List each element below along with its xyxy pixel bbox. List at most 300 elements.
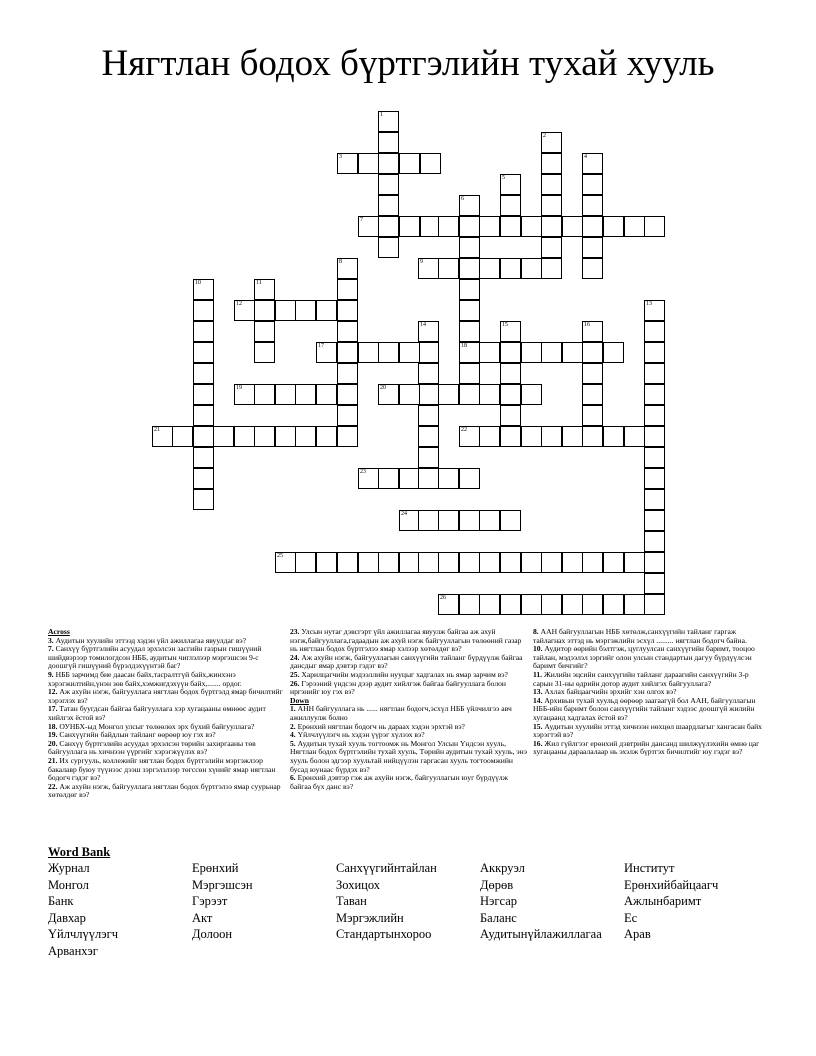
clue-text: Татан буугдсан байгаа байгууллага хэр хугацааны өмнөөс аудит хийлгэх ёстой вэ? [48,704,266,722]
word-bank-word: Институт [624,861,675,875]
crossword-cell[interactable] [479,258,500,279]
word-bank-word: Аудитынүйлажиллагаа [480,927,602,942]
word-bank-word: Арав [624,927,651,942]
crossword-cell[interactable] [234,426,255,447]
clue-number-label: 9. [48,669,54,679]
crossword-cell[interactable] [337,153,358,174]
crossword-cell[interactable] [234,384,255,405]
clue-number-label: 1. [290,704,296,714]
crossword-cell[interactable] [438,216,459,237]
crossword-cell[interactable] [378,216,399,237]
clue-text: Аудитын хуулийн эттээд хэдэн үйл ажиллагаа явуулдаг вэ? [53,635,247,645]
crossword-cell[interactable] [213,426,234,447]
crossword-cell[interactable] [582,405,603,426]
clue-item [48,671,288,688]
crossword-cell[interactable] [418,447,439,468]
clue-item [48,783,288,800]
crossword-cell[interactable] [420,153,441,174]
clue-number-label: 7. [48,644,54,654]
clue-text: Үйлчлүүлэгч нь хэдэн үүрэг хүлээх вэ? [295,730,425,740]
crossword-cell[interactable] [295,426,316,447]
crossword-cell[interactable] [399,216,420,237]
crossword-cell[interactable] [378,174,399,195]
crossword-cell[interactable] [358,552,379,573]
clue-number-label: 8. [533,627,539,636]
crossword-cell[interactable] [378,237,399,258]
clue-number: 7 [360,217,363,223]
clue-number: 9 [420,259,423,265]
crossword-cell[interactable] [562,216,583,237]
crossword-cell[interactable] [254,321,275,342]
clue-text: Их сургууль, коллежийг нягтлан бодох бүртгэлийн мэргэжлээр бакалавр буюу түүнээс дээш зэргэлзлээр төгссөн хүнийг ямар нягтлан бодогч гэдэг вэ? [48,755,276,783]
clue-number-label: 15. [533,721,543,731]
crossword-cell[interactable] [358,153,379,174]
clue-text: Аудитын хуулийн эттэд хичнээн нөхцөл шаардлагыг хангасан байх хэрэгтэй вэ? [533,721,762,740]
crossword-cell[interactable] [254,342,275,363]
crossword-cell[interactable] [521,594,542,615]
crossword-cell[interactable] [418,258,439,279]
clue-text: ААН байгууллагын НББ хөтөлж,санхүүгийн тайланг гаргаж тайлагнах эттэд нь мэргэжлийн эсхүл ......... нягтлан бодогч байна. [533,627,747,645]
crossword-cell[interactable] [459,258,480,279]
crossword-cell[interactable] [521,426,542,447]
clue-number-label: 5. [290,738,296,748]
crossword-cell[interactable] [459,279,480,300]
crossword-cell[interactable] [644,216,665,237]
word-bank-word: Ес [624,910,638,925]
crossword-cell[interactable] [479,216,500,237]
crossword-cell[interactable] [234,300,255,321]
crossword-cell[interactable] [358,468,379,489]
clue-number-label: 10. [533,644,543,654]
crossword-cell[interactable] [644,321,665,342]
across-heading: Across [48,627,70,636]
clue-item [533,628,768,645]
clue-number: 26 [440,595,446,601]
crossword-cell[interactable] [500,552,521,573]
clue-number-label: 21. [48,755,58,765]
word-bank-word: Стандартынхороо [336,927,432,942]
crossword-cell[interactable] [603,594,624,615]
clue-text: Архивын тухай хуульд өөрөөр заагаагүй бол ААН, байгууллагын НББ-ийн баримт болон санхүүгийн тайланг хэдээс доошгүй жилийн хугацаанд хадгалах ёстой вэ? [533,695,756,722]
word-bank-word: Акт [192,910,213,925]
word-bank-word: Ажлынбаримт [624,894,702,909]
crossword-cell[interactable] [521,342,542,363]
word-bank-word: Үйлчлүүлэгч [48,927,118,942]
crossword-cell[interactable] [337,342,358,363]
crossword-cell[interactable] [459,468,480,489]
crossword-cell[interactable] [418,342,439,363]
crossword-cell[interactable] [644,510,665,531]
crossword-cell[interactable] [644,342,665,363]
crossword-cell[interactable] [438,510,459,531]
clue-number-label: 22. [48,781,58,791]
crossword-cell[interactable] [459,594,480,615]
crossword-cell[interactable] [378,195,399,216]
clue-number: 16 [584,322,590,328]
crossword-cell[interactable] [337,552,358,573]
crossword-cell[interactable] [193,405,214,426]
crossword-cell[interactable] [541,594,562,615]
crossword-cell[interactable] [644,405,665,426]
crossword-cell[interactable] [418,384,439,405]
crossword-cell[interactable] [541,552,562,573]
clue-item [48,688,288,705]
clue-item [290,774,530,791]
crossword-cell[interactable] [438,594,459,615]
crossword-cell[interactable] [172,426,193,447]
word-bank-word: Ерөнхий [192,861,239,875]
crossword-cell[interactable] [479,510,500,531]
crossword-cell[interactable] [275,384,296,405]
crossword-cell[interactable] [500,405,521,426]
clue-number-label: 14. [533,695,543,705]
clue-number: 20 [380,385,386,391]
crossword-cell[interactable] [418,426,439,447]
clue-number: 17 [318,343,324,349]
crossword-cell[interactable] [644,573,665,594]
crossword-cell[interactable] [459,216,480,237]
crossword-cell[interactable] [582,552,603,573]
clue-number-label: 17. [48,704,58,714]
crossword-cell[interactable] [337,405,358,426]
word-bank-word: Нэгсар [480,894,518,909]
clue-number-label: 24. [290,652,300,662]
crossword-cell[interactable] [582,258,603,279]
crossword-cell[interactable] [459,552,480,573]
crossword-cell[interactable] [541,426,562,447]
clue-number: 22 [461,427,467,433]
clue-number: 21 [154,427,160,433]
clue-text: Аж ахуйн нэгж, байгууллагын санхүүгийн тайланг бүрдүүлж байгаа дансдыг ямар дэвтэр гэдэг вэ? [290,652,523,671]
crossword-cell[interactable] [500,342,521,363]
crossword-cell[interactable] [193,342,214,363]
clue-text: Санхүүгийн байдлын тайланг өөрөөр юу гэх вэ? [57,730,216,740]
crossword-cell[interactable] [500,258,521,279]
crossword-cell[interactable] [378,342,399,363]
crossword-cell[interactable] [418,321,439,342]
crossword-cell[interactable] [193,468,214,489]
crossword-cell[interactable] [521,216,542,237]
crossword-cell[interactable] [378,153,399,174]
crossword-cell[interactable] [378,384,399,405]
crossword-cell[interactable] [521,384,542,405]
crossword-cell[interactable] [316,342,337,363]
crossword-cell[interactable] [582,594,603,615]
crossword-cell[interactable] [500,510,521,531]
crossword-cell[interactable] [541,174,562,195]
crossword-cell[interactable] [603,426,624,447]
crossword-cell[interactable] [541,132,562,153]
clue-item [533,740,768,757]
crossword-cell[interactable] [500,594,521,615]
clue-number-label: 13. [533,687,543,697]
crossword-cell[interactable] [562,426,583,447]
crossword-cell[interactable] [418,405,439,426]
crossword-cell[interactable] [337,279,358,300]
clue-item [290,705,530,722]
crossword-cell[interactable] [193,447,214,468]
crossword-cell[interactable] [479,594,500,615]
clue-item [533,697,768,723]
clue-number: 8 [339,259,342,265]
crossword-cell[interactable] [418,552,439,573]
clue-item [48,645,288,671]
crossword-cell[interactable] [479,342,500,363]
clues-column-3 [533,628,768,757]
clue-number: 2 [543,133,546,139]
crossword-cell[interactable] [399,342,420,363]
word-bank-word: Дөрөв [480,877,514,892]
clue-number-label: 19. [48,730,58,740]
crossword-cell[interactable] [459,363,480,384]
crossword-cell[interactable] [378,552,399,573]
crossword-cell[interactable] [295,384,316,405]
crossword-cell[interactable] [193,426,214,447]
crossword-cell[interactable] [500,321,521,342]
clue-text: Санхүү бүртгэлийн асуудал эрхэлсэн төрийн захиргааны төв байгууллага нь хичнээн үүргийг хэрэгжүүлэх вэ? [48,738,256,757]
crossword-cell[interactable] [438,384,459,405]
clue-number: 12 [236,301,242,307]
crossword-cell[interactable] [316,300,337,321]
crossword-cell[interactable] [254,300,275,321]
page-title: Нягтлан бодох бүртгэлийн тухай хууль [101,43,715,84]
crossword-cell[interactable] [152,426,173,447]
crossword-cell[interactable] [644,552,665,573]
clue-item [48,740,288,757]
crossword-cell[interactable] [603,552,624,573]
crossword-cell[interactable] [644,594,665,615]
clue-number: 24 [401,511,407,517]
crossword-cell[interactable] [459,426,480,447]
crossword-cell[interactable] [459,342,480,363]
crossword-cell[interactable] [337,384,358,405]
crossword-cell[interactable] [438,258,459,279]
clue-number-label: 25. [290,669,300,679]
clue-text: Аж ахуйн нэгж, байгууллага нягтлан бодох бүртгэлээ ямар суурьнар хөтөлдөг вэ? [48,781,281,800]
crossword-cell[interactable] [358,342,379,363]
crossword-cell[interactable] [500,426,521,447]
clue-number-label: 12. [48,687,58,697]
word-bank-title: Word Bank [48,845,111,859]
clue-number-label: 6. [290,773,296,783]
crossword-cell[interactable] [541,216,562,237]
crossword-cell[interactable] [541,153,562,174]
crossword-cell[interactable] [582,384,603,405]
crossword-cell[interactable] [337,300,358,321]
crossword-cell[interactable] [438,468,459,489]
crossword-cell[interactable] [275,426,296,447]
crossword-cell[interactable] [418,510,439,531]
crossword-cell[interactable] [500,384,521,405]
crossword-cell[interactable] [582,426,603,447]
crossword-cell[interactable] [582,363,603,384]
crossword-cell[interactable] [521,552,542,573]
crossword-cell[interactable] [459,510,480,531]
word-bank-word: Ерөнхийбайцаагч [624,877,719,892]
crossword-cell[interactable] [399,468,420,489]
crossword-cell[interactable] [459,237,480,258]
crossword-cell[interactable] [193,300,214,321]
crossword-cell[interactable] [479,426,500,447]
crossword-cell[interactable] [541,237,562,258]
word-bank-word: Таван [336,894,367,909]
clue-number: 1 [380,112,383,118]
crossword-cell[interactable] [479,552,500,573]
clue-text: Гэрээний үндсэн дээр аудит хийлгэж байгаа байгууллага болон иргэнийг юу гэх вэ? [290,678,506,697]
clue-text: АНН байгууллага нь ...... нягтлан бодогч,эсхүл НББ үйлчилгээ авч ажиллуулж болно [290,704,512,722]
crossword-cell[interactable] [399,510,420,531]
word-bank-word: Банк [48,894,74,909]
crossword-cell[interactable] [399,552,420,573]
crossword-cell[interactable] [644,489,665,510]
crossword-cell[interactable] [193,363,214,384]
word-bank-word: Мэргэжлийн [336,910,404,925]
crossword-cell[interactable] [459,384,480,405]
crossword-cell[interactable] [193,489,214,510]
clue-number-label: 2. [290,721,296,731]
crossword-cell[interactable] [624,216,645,237]
clue-number: 18 [461,343,467,349]
clue-text: Аудитын тухай хууль тогтоомж нь Монгол Улсын Үндсэн хууль, Нягтлан бодох бүртгэлийн тухай хууль, Төрийн аудитын тухай хууль, энэ хууль болон эдгээр хуультай нийцүүлэн гаргасан хууль тогтоомжийн бусад юунаас бүрдэх вэ? [290,738,527,774]
clue-item [48,757,288,783]
crossword-cell[interactable] [193,279,214,300]
crossword-cell[interactable] [438,552,459,573]
crossword-cell[interactable] [500,363,521,384]
crossword-cell[interactable] [459,195,480,216]
crossword-cell[interactable] [316,552,337,573]
clue-number-label: 18. [48,721,58,731]
crossword-cell[interactable] [644,384,665,405]
down-heading: Down [290,695,309,705]
crossword-cell[interactable] [275,300,296,321]
crossword-cell[interactable] [562,594,583,615]
clue-text: ОУНБХ-ыд Монгол улсыг төлөөлөх эрх бүхий байгууллага? [57,721,255,731]
clue-number: 4 [584,154,587,160]
clue-text: Харилцагчийн мэдээллийн нууцыг хадгалах нь ямар зарчим вэ? [299,669,508,679]
crossword-cell[interactable] [479,384,500,405]
clues-column-2 [290,628,530,791]
crossword-cell[interactable] [399,384,420,405]
crossword-cell[interactable] [418,363,439,384]
clue-number: 11 [256,280,262,286]
clue-number: 6 [461,196,464,202]
word-bank-word: Журнал [48,861,90,875]
crossword-cell[interactable] [582,174,603,195]
clue-number: 14 [420,322,426,328]
crossword-cell[interactable] [378,132,399,153]
word-bank-word: Мэргэшсэн [192,877,253,892]
clue-item [290,680,530,697]
crossword-cell[interactable] [500,174,521,195]
clue-number: 25 [277,553,283,559]
crossword-cell[interactable] [358,216,379,237]
crossword-cell[interactable] [378,111,399,132]
crossword-cell[interactable] [582,321,603,342]
clue-number: 13 [646,301,652,307]
crossword-cell[interactable] [254,384,275,405]
clue-item [290,740,530,774]
crossword-cell[interactable] [644,531,665,552]
crossword-cell[interactable] [521,258,542,279]
clue-number: 15 [502,322,508,328]
clue-item [533,645,768,671]
crossword-cell[interactable] [644,426,665,447]
crossword-cell[interactable] [582,195,603,216]
crossword-cell[interactable] [316,384,337,405]
crossword-cell[interactable] [582,216,603,237]
clue-text: Аж ахуйн нэгж, байгууллага нягтлан бодох бүртгэлд ямар бичилтийг хэрэглэх вэ? [48,687,283,705]
crossword-cell[interactable] [644,447,665,468]
crossword-cell[interactable] [582,342,603,363]
crossword-cell[interactable] [603,342,624,363]
crossword-cell[interactable] [624,552,645,573]
crossword-cell[interactable] [193,384,214,405]
crossword-cell[interactable] [582,153,603,174]
crossword-cell[interactable] [459,300,480,321]
crossword-cell[interactable] [541,342,562,363]
crossword-cell[interactable] [378,468,399,489]
crossword-cell[interactable] [337,363,358,384]
word-bank-word: Арванхэг [48,944,98,958]
crossword-cell[interactable] [603,216,624,237]
word-bank-word: Санхүүгийнтайлан [336,861,437,875]
crossword-cell[interactable] [295,552,316,573]
crossword-cell[interactable] [275,552,296,573]
crossword-cell[interactable] [399,153,420,174]
crossword-cell[interactable] [418,468,439,489]
clue-item [290,654,530,671]
crossword-cell[interactable] [644,300,665,321]
clue-number: 19 [236,385,242,391]
clue-number-label: 4. [290,730,296,740]
clue-number-label: 3. [48,635,54,645]
crossword-cell[interactable] [459,321,480,342]
clue-item [533,671,768,688]
clues-column-1 [48,628,288,800]
crossword-cell[interactable] [541,258,562,279]
clue-number: 23 [360,469,366,475]
crossword-cell[interactable] [337,321,358,342]
clue-text: НББ зарчимд бие даасан байх,тасралтгүй байх,жинхэнэ хэрэгжилтийн,үнэн зөв байх,хэмжигдэхүүн байх,....... ордог. [48,669,242,688]
crossword-cell[interactable] [295,300,316,321]
crossword-cell[interactable] [337,258,358,279]
crossword-cell[interactable] [316,426,337,447]
clue-number-label: 20. [48,738,58,748]
clue-number-label: 23. [290,627,300,636]
clue-text: Ерөнхий нягтлан бодогч нь дараах хэдэн эрхтэй вэ? [295,721,465,731]
clue-text: Жил гүйлгээг ерөнхий дэвтрийн дансанд шилжүүлэхийн өмнө цаг хугацааны дараалалаар нь эхэлж бүртгэх бичилтийг юу гэдэг вэ? [533,738,760,757]
crossword-cell[interactable] [624,594,645,615]
crossword-cell[interactable] [624,426,645,447]
crossword-cell[interactable] [337,426,358,447]
clue-text: Ерөнхий дэвтэр гэж аж ахуйн нэгж, байгууллагын юуг бүрдүүлж байгаа бүх данс вэ? [290,773,508,791]
clue-text: Санхүү бүртгэлийн асуудал эрхэлсэн засгийн газрын гишүүний шийдвэрээр томилогдсон НББ, аудитын чиглэлээр мэргэшсэн 9-с доошгүй гишүүний бүрэлдэхүүнтэй баг? [48,644,262,671]
crossword-cell[interactable] [644,363,665,384]
crossword-cell[interactable] [562,552,583,573]
clue-number-label: 26. [290,678,300,688]
crossword-cell[interactable] [254,426,275,447]
crossword-cell[interactable] [500,195,521,216]
crossword-cell[interactable] [254,279,275,300]
crossword-cell[interactable] [541,195,562,216]
crossword-cell[interactable] [562,342,583,363]
crossword-cell[interactable] [644,468,665,489]
crossword-cell[interactable] [193,321,214,342]
crossword-cell[interactable] [500,216,521,237]
word-bank-word: Зохицох [336,877,381,892]
word-bank-word: Баланс [480,910,517,925]
crossword-cell[interactable] [582,237,603,258]
